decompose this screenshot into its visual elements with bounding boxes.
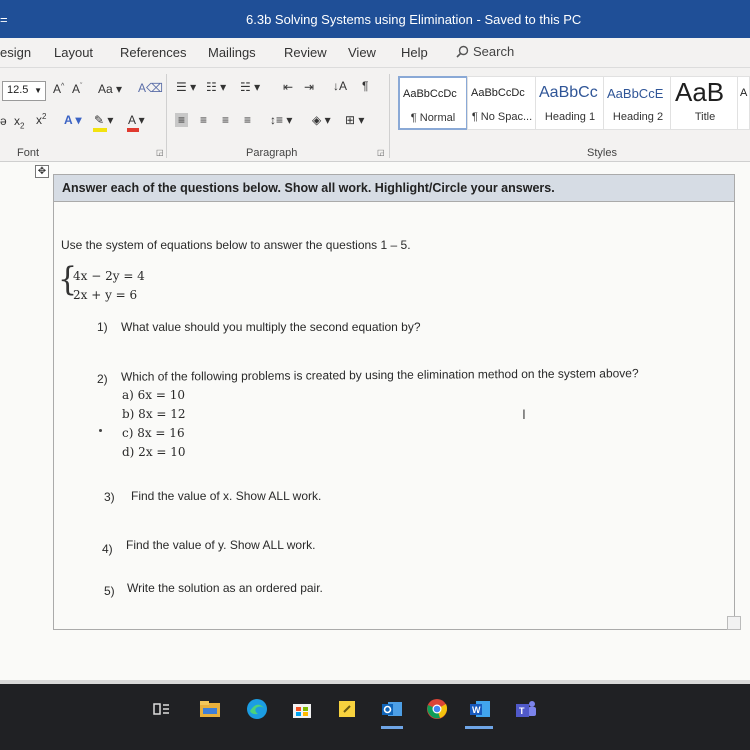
styles-group-label: Styles: [587, 147, 617, 159]
style-name: ¶ Normal: [410, 112, 456, 124]
font-size-value: 12.5: [7, 84, 29, 96]
word-active-indicator: [465, 726, 493, 729]
group-divider: [166, 74, 167, 158]
decrease-indent-icon[interactable]: ⇤: [283, 80, 294, 94]
paragraph-group-label: Paragraph: [246, 147, 298, 159]
ribbon: [0, 68, 750, 162]
answer-option-b: b) 8x = 12: [122, 407, 186, 421]
intro-text: Use the system of equations below to answer the questions 1 – 5.: [61, 238, 411, 252]
style-heading-2[interactable]: [603, 76, 673, 130]
question-3-text: Find the value of x. Show ALL work.: [131, 489, 322, 503]
document-area: [0, 162, 750, 680]
table-resize-handle[interactable]: [727, 616, 741, 630]
style-name: Heading 2: [612, 111, 664, 123]
style-heading-1[interactable]: [535, 76, 605, 130]
outlook-icon[interactable]: [379, 696, 405, 722]
show-formatting-marks-icon[interactable]: ¶: [362, 79, 369, 93]
align-left-icon[interactable]: ≡: [175, 113, 188, 127]
question-2-text: Which of the following problems is created by using the elimination method on the system above?: [120, 366, 639, 384]
style-name: Title: [694, 111, 716, 123]
style-preview: AaBbCcDc: [471, 87, 525, 99]
question-4-text: Find the value of y. Show ALL work.: [126, 538, 316, 552]
stray-mark: [99, 429, 102, 432]
style-no-spacing[interactable]: [467, 76, 537, 130]
taskbar: [0, 680, 750, 750]
change-case-icon[interactable]: Aa ▾: [98, 82, 123, 96]
style-more[interactable]: [737, 76, 750, 130]
justify-icon[interactable]: ≡: [244, 113, 252, 127]
system-brace: {: [58, 260, 78, 299]
answer-option-d: d) 2x = 10: [122, 445, 186, 459]
font-size-select[interactable]: [2, 81, 46, 101]
bullets-icon[interactable]: ☰ ▾: [176, 80, 197, 94]
taskbar-top-edge: [0, 680, 750, 684]
search-icon: [456, 45, 469, 58]
outlook-active-indicator: [381, 726, 403, 729]
style-preview: AaB: [675, 77, 725, 107]
style-preview: AaBbCcDc: [403, 88, 457, 100]
question-5-number: 5): [104, 584, 115, 598]
answer-option-a: a) 6x = 10: [122, 388, 186, 402]
superscript-icon[interactable]: $x^2$: [36, 112, 47, 127]
store-icon[interactable]: [289, 696, 315, 722]
table-move-handle-icon[interactable]: ✥: [35, 165, 49, 178]
task-view-icon[interactable]: [148, 696, 174, 722]
multilevel-list-icon[interactable]: ☵ ▾: [240, 80, 261, 94]
title-bar: [0, 0, 750, 38]
grow-font-icon[interactable]: A^: [53, 82, 65, 96]
style-preview: AaBbCc: [539, 84, 598, 101]
svg-text:W: W: [472, 705, 481, 715]
numbering-icon[interactable]: ☷ ▾: [206, 80, 227, 94]
ribbon-tabs: [0, 38, 750, 68]
teams-icon[interactable]: [513, 696, 539, 722]
document-page[interactable]: [0, 162, 750, 680]
file-explorer-icon[interactable]: [197, 696, 223, 722]
tab-help[interactable]: Help: [401, 45, 428, 60]
text-effects-a-icon[interactable]: A ▾: [64, 113, 82, 127]
question-1-text: What value should you multiply the second equation by?: [121, 320, 421, 334]
tab-layout[interactable]: Layout: [54, 45, 94, 60]
text-cursor-icon: I: [522, 406, 526, 422]
sort-icon[interactable]: ↓A: [333, 79, 348, 93]
question-4-number: 4): [102, 542, 113, 556]
equation-1: 4x − 2y = 4: [73, 269, 145, 283]
clear-formatting-icon[interactable]: A⌫: [138, 81, 163, 95]
group-divider: [389, 74, 390, 158]
question-1-number: 1): [97, 320, 108, 334]
highlight-color-swatch: [93, 128, 107, 132]
search-box[interactable]: [456, 44, 514, 59]
style-preview: A: [740, 87, 748, 99]
font-color-icon[interactable]: A ▾: [128, 113, 145, 127]
equation-2: 2x + y = 6: [73, 288, 138, 302]
chrome-icon[interactable]: [424, 696, 450, 722]
tab-view[interactable]: View: [348, 45, 376, 60]
question-2-number: 2): [97, 372, 108, 386]
tab-mailings[interactable]: Mailings: [208, 45, 256, 60]
window-title: 6.3b Solving Systems using Elimination - Saved to this PC: [246, 12, 582, 27]
table-header: Answer each of the questions below. Show all work. Highlight/Circle your answers.: [54, 175, 734, 202]
align-center-icon[interactable]: ≡: [200, 113, 208, 127]
font-color-swatch: [127, 128, 139, 132]
highlighter-icon[interactable]: ✎ ▾: [94, 113, 114, 127]
style-name: Heading 1: [544, 111, 596, 123]
line-spacing-icon[interactable]: ↕≡ ▾: [270, 113, 293, 127]
shading-icon[interactable]: ◈ ▾: [312, 113, 331, 127]
borders-icon[interactable]: ⊞ ▾: [345, 113, 365, 127]
font-group-label: Font: [17, 147, 40, 159]
style-normal[interactable]: [398, 76, 468, 130]
shrink-font-icon[interactable]: $A^ˇ$: [72, 82, 83, 96]
tab-review[interactable]: Review: [284, 45, 327, 60]
style-name: ¶ No Spac...: [471, 111, 533, 123]
question-5-text: Write the solution as an ordered pair.: [127, 581, 323, 595]
paragraph-dialog-launcher-icon[interactable]: ◲: [377, 148, 385, 157]
chevron-down-icon: ▼: [34, 86, 42, 95]
word-icon[interactable]: [467, 696, 493, 722]
style-title[interactable]: [670, 76, 740, 130]
tab-design[interactable]: esign: [0, 45, 32, 60]
app-menu-icon[interactable]: =: [0, 12, 8, 27]
align-right-icon[interactable]: ≡: [222, 113, 230, 127]
font-dialog-launcher-icon[interactable]: ◲: [156, 148, 164, 157]
search-label: Search: [473, 44, 515, 59]
edge-icon[interactable]: [244, 696, 270, 722]
tab-references[interactable]: References: [120, 45, 187, 60]
subscript-icon[interactable]: $x_2$: [14, 114, 25, 131]
sticky-notes-icon[interactable]: [334, 696, 360, 722]
text-effects-icon[interactable]: ə: [0, 114, 7, 128]
question-3-number: 3): [104, 490, 115, 504]
style-preview: AaBbCcE: [607, 86, 664, 101]
svg-text:T: T: [519, 706, 525, 716]
increase-indent-icon[interactable]: ⇥: [304, 80, 315, 94]
answer-option-c: c) 8x = 16: [122, 426, 185, 440]
